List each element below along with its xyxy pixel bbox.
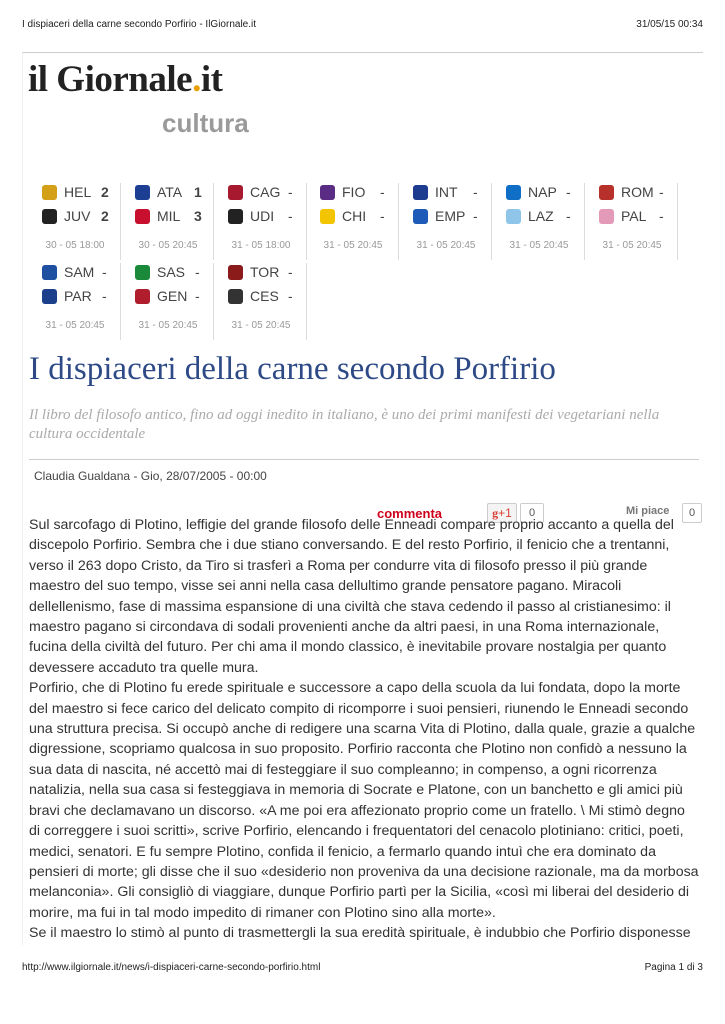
match-card[interactable] (216, 263, 307, 340)
match-date: 31 - 05 20:45 (323, 240, 383, 251)
team-score: - (102, 264, 107, 280)
team-name: ROM (621, 184, 654, 200)
article-paragraph: Porfirio, che di Plotino fu erede spirituale e successore a capo della scuola da lui fondata, dopo la morte del maestro si fece carico del delicato compito di ricomporre i suoi pensieri, riunendo le Enneadi secondo una struttura precisa. Si occupò anche di redigere una scarna Vita di Plotino, dalla quale, grazie a qualche digressione, scopriamo qualcosa in suo proposito. Porfirio racconta che Plotino non confidò a nessuno la sua data di nascita, né accettò mai di festeggiare il suo compleanno; in compenso, a ogni ricorrenza natalizia, nella sua casa si festeggiava in memoria di Socrate e Platone, con un banchetto e gli amici più bravi che declamavano un discorso. «A me poi era affezionato proprio come un fratello. \ Mi stimò degno di correggere i suoi scritti», scrive Porfirio, elencando i frequentatori del cenacolo plotiniano: critici, poeti, medici, senatori. E fu sempre Plotino, confida il fenicio, a fermarlo quando intuì che era dominato da pensieri di morte; gli disse che il suo «desiderio non proveniva da una decisione razionale, ma da morbosa melanconia». Gli consigliò di viaggiare, dunque Porfirio partì per la Sicilia, «così mi liberai del desiderio di morire, ma fui in tal modo impedito di rimaner con Plotino sino alla morte». (29, 680, 699, 921)
team-name: GEN (157, 288, 188, 304)
team-crest-icon (320, 209, 335, 224)
team-name: SAM (64, 264, 95, 280)
team-score: 3 (194, 208, 202, 224)
team-row (135, 183, 215, 203)
match-card[interactable] (123, 263, 214, 340)
article-body (29, 515, 699, 947)
team-score: - (195, 264, 200, 280)
team-score: - (195, 288, 200, 304)
match-date: 31 - 05 20:45 (602, 240, 662, 251)
site-logo[interactable]: il Giornale.it (28, 59, 223, 100)
facebook-like-button[interactable]: Mi piace (626, 505, 670, 517)
match-date: 31 - 05 18:00 (231, 240, 291, 251)
match-date: 31 - 05 20:45 (138, 320, 198, 331)
team-name: JUV (64, 208, 91, 224)
match-card[interactable] (587, 183, 678, 260)
team-row (42, 183, 122, 203)
team-row (228, 183, 308, 203)
match-date: 31 - 05 20:45 (509, 240, 569, 251)
print-url: http://www.ilgiornale.it/news/i-dispiaceri-carne-secondo-porfirio.html (22, 962, 321, 973)
team-score: - (288, 264, 293, 280)
team-score: 1 (194, 184, 202, 200)
team-crest-icon (320, 185, 335, 200)
team-crest-icon (228, 209, 243, 224)
match-date: 31 - 05 20:45 (45, 320, 105, 331)
team-score: - (473, 208, 478, 224)
team-score: - (380, 208, 385, 224)
print-date: 31/05/15 00:34 (636, 19, 703, 30)
team-name: INT (435, 184, 458, 200)
match-card[interactable] (30, 183, 121, 260)
match-date: 31 - 05 20:45 (416, 240, 476, 251)
team-name: ATA (157, 184, 183, 200)
team-score: - (566, 184, 571, 200)
facebook-like-count: 0 (682, 503, 702, 523)
team-row (135, 287, 215, 307)
team-name: HEL (64, 184, 92, 200)
team-row (42, 287, 122, 307)
match-date: 30 - 05 18:00 (45, 240, 105, 251)
team-row (42, 207, 122, 227)
team-score: - (473, 184, 478, 200)
team-name: NAP (528, 184, 557, 200)
match-date: 31 - 05 20:45 (231, 320, 291, 331)
team-crest-icon (42, 289, 57, 304)
team-name: FIO (342, 184, 366, 200)
team-score: - (566, 208, 571, 224)
team-row (228, 263, 308, 283)
team-row (506, 207, 586, 227)
team-crest-icon (135, 185, 150, 200)
article-byline: Claudia Gualdana - Gio, 28/07/2005 - 00:00 (34, 469, 267, 483)
comment-link[interactable]: commenta (377, 506, 443, 521)
team-crest-icon (413, 185, 428, 200)
team-crest-icon (42, 185, 57, 200)
team-name: TOR (250, 264, 280, 280)
team-row (228, 207, 308, 227)
team-row (413, 207, 493, 227)
team-score: - (288, 208, 293, 224)
team-crest-icon (506, 209, 521, 224)
match-card[interactable] (401, 183, 492, 260)
article-paragraph: Se il maestro lo stimò al punto di trasmettergli la sua eredità spirituale, è indubbio che Porfirio disponesse (29, 925, 691, 942)
team-score: - (288, 288, 293, 304)
team-crest-icon (413, 209, 428, 224)
team-score: - (102, 288, 107, 304)
team-name: PAL (621, 208, 647, 224)
print-page-number: Pagina 1 di 3 (644, 962, 703, 973)
team-row (506, 183, 586, 203)
team-name: EMP (435, 208, 466, 224)
team-name: CAG (250, 184, 281, 200)
team-name: UDI (250, 208, 275, 224)
team-row (135, 263, 215, 283)
team-row (413, 183, 493, 203)
team-name: MIL (157, 208, 181, 224)
google-plus-button[interactable]: g+1 (487, 503, 517, 523)
article-title: I dispiaceri della carne secondo Porfirio (29, 351, 556, 387)
team-crest-icon (599, 185, 614, 200)
team-name: LAZ (528, 208, 554, 224)
team-score: - (288, 184, 293, 200)
team-row (228, 287, 308, 307)
team-crest-icon (506, 185, 521, 200)
match-card[interactable] (494, 183, 585, 260)
match-date: 30 - 05 20:45 (138, 240, 198, 251)
team-crest-icon (228, 289, 243, 304)
team-score: - (659, 208, 664, 224)
team-crest-icon (42, 209, 57, 224)
team-crest-icon (42, 265, 57, 280)
google-plus-count: 0 (520, 503, 544, 523)
team-name: PAR (64, 288, 92, 304)
team-name: CHI (342, 208, 367, 224)
team-row (320, 207, 400, 227)
team-row (135, 207, 215, 227)
article-subtitle: Il libro del filosofo antico, fino ad oggi inedito in italiano, è uno dei primi manifesti dei vegetariani nella cultura occidentale (29, 407, 660, 442)
divider (29, 459, 699, 460)
team-score: 2 (101, 208, 109, 224)
team-score: 2 (101, 184, 109, 200)
team-score: - (380, 184, 385, 200)
team-score: - (659, 184, 664, 200)
match-card[interactable] (123, 183, 214, 260)
team-crest-icon (599, 209, 614, 224)
match-card[interactable] (30, 263, 121, 340)
team-row (42, 263, 122, 283)
team-crest-icon (228, 265, 243, 280)
team-name: CES (250, 288, 279, 304)
section-title[interactable]: cultura (162, 108, 249, 138)
team-name: SAS (157, 264, 186, 280)
team-crest-icon (135, 289, 150, 304)
team-row (320, 183, 400, 203)
google-plus-icon: g (492, 506, 499, 520)
team-crest-icon (135, 209, 150, 224)
team-row (599, 207, 679, 227)
match-card[interactable] (216, 183, 307, 260)
team-row (599, 183, 679, 203)
match-card[interactable] (308, 183, 399, 260)
team-crest-icon (228, 185, 243, 200)
article-paragraph: Sul sarcofago di Plotino, leffigie del grande filosofo delle Enneadi compare proprio accanto a quella del discepolo Porfirio. Sembra che i due stiano conversando. E del resto Porfirio, il fenicio che a trentanni, verso il 263 dopo Cristo, da Tiro si trasferì a Roma per condurre vita di filosofo presso il più grande maestro del suo tempo, visse sei anni nella casa dellultimo grande pensatore pagano. Miracoli dellellenismo, fase di massima espansione di una civiltà che stava cedendo il passo al cristianesimo: il maestro pagano si circondava di sodali provenienti anche da altri paesi, in una Roma internazionale, fucina della civiltà del futuro. Per chi ama il mondo classico, è inevitabile provare nostalgia per quanto devessere accaduto tra quelle mura. (29, 517, 674, 676)
team-crest-icon (135, 265, 150, 280)
print-page-title: I dispiaceri della carne secondo Porfirio - IlGiornale.it (22, 19, 256, 30)
